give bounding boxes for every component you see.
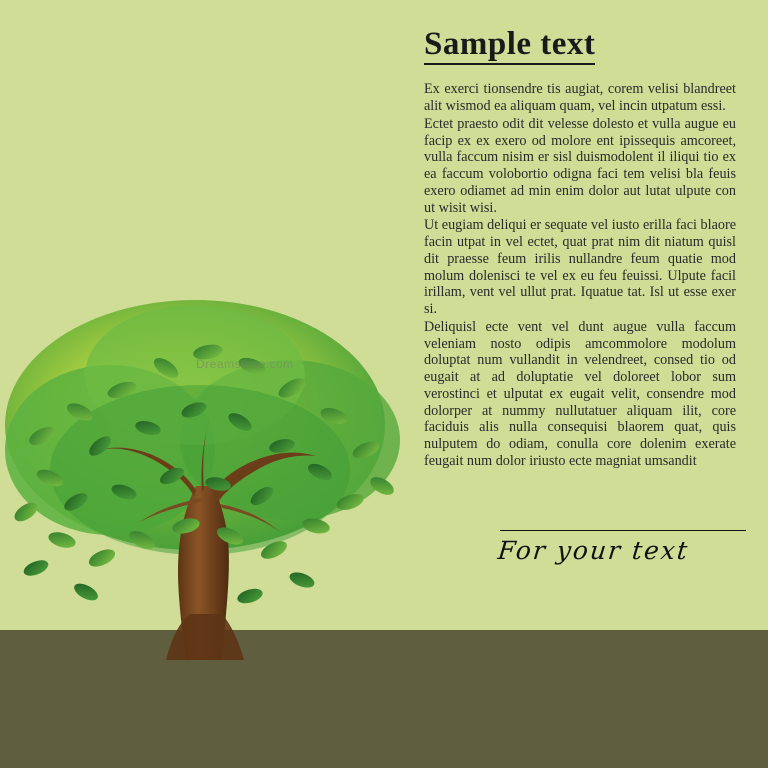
page-title: Sample text [424, 26, 595, 65]
body-paragraph: Ex exerci tionsendre tis augiat, corem velisi blandreet alit wismod ea aliquam quam, vel incin utpatum essi. [424, 81, 736, 115]
body-paragraph: Ectet praesto odit dit velesse dolesto et vulla augue eu facip ex ex exero od molore ent ipissequis amcoreet, vulla faccum nisim er sisl duismodolent il iliqui tio ex ea faccum volobortio odigna faci tem velisi bla feuis exero odiamet ad min enim dolor aut lutat ulpute con ut wisit wisi. [424, 115, 736, 216]
watermark-text: Dreamstime.com [196, 357, 294, 371]
caption-rule [500, 530, 746, 531]
body-paragraph: Deliquisl ecte vent vel dunt augue vulla faccum veleniam nosto odipis amcommolore modolum doluptat num vullandit in velendreet, consed tio od eugait at ad doluptatie vel doloreet lobor sum verostinci et ulputat ex eugait velit, consendre mod dolorper at nummy nullutatuer aliquam ilit, core faciduis alis nulla consequisi blaorem quat, quis nulputem do odiam, conulla core dolenim exerate feugait num dolor iriusto ecte magniat umsandit [424, 318, 736, 469]
body-paragraph: Ut eugiam deliqui er sequate vel iusto erilla faci blaore facin utpat in vel ectet, quat prat nim dit niatum quisl dit praesse feum irilis nullandre feum quatie mod molum dolenisci te vel ex eu feu feuissi. Ulpute facil irillam, vent vel ullut prat. Iquatue tat. Isl ut esse exer si. [424, 217, 736, 318]
caption-text: For your text [496, 536, 691, 565]
script-caption [498, 536, 748, 565]
text-column [424, 26, 736, 471]
tree-illustration [0, 240, 420, 660]
